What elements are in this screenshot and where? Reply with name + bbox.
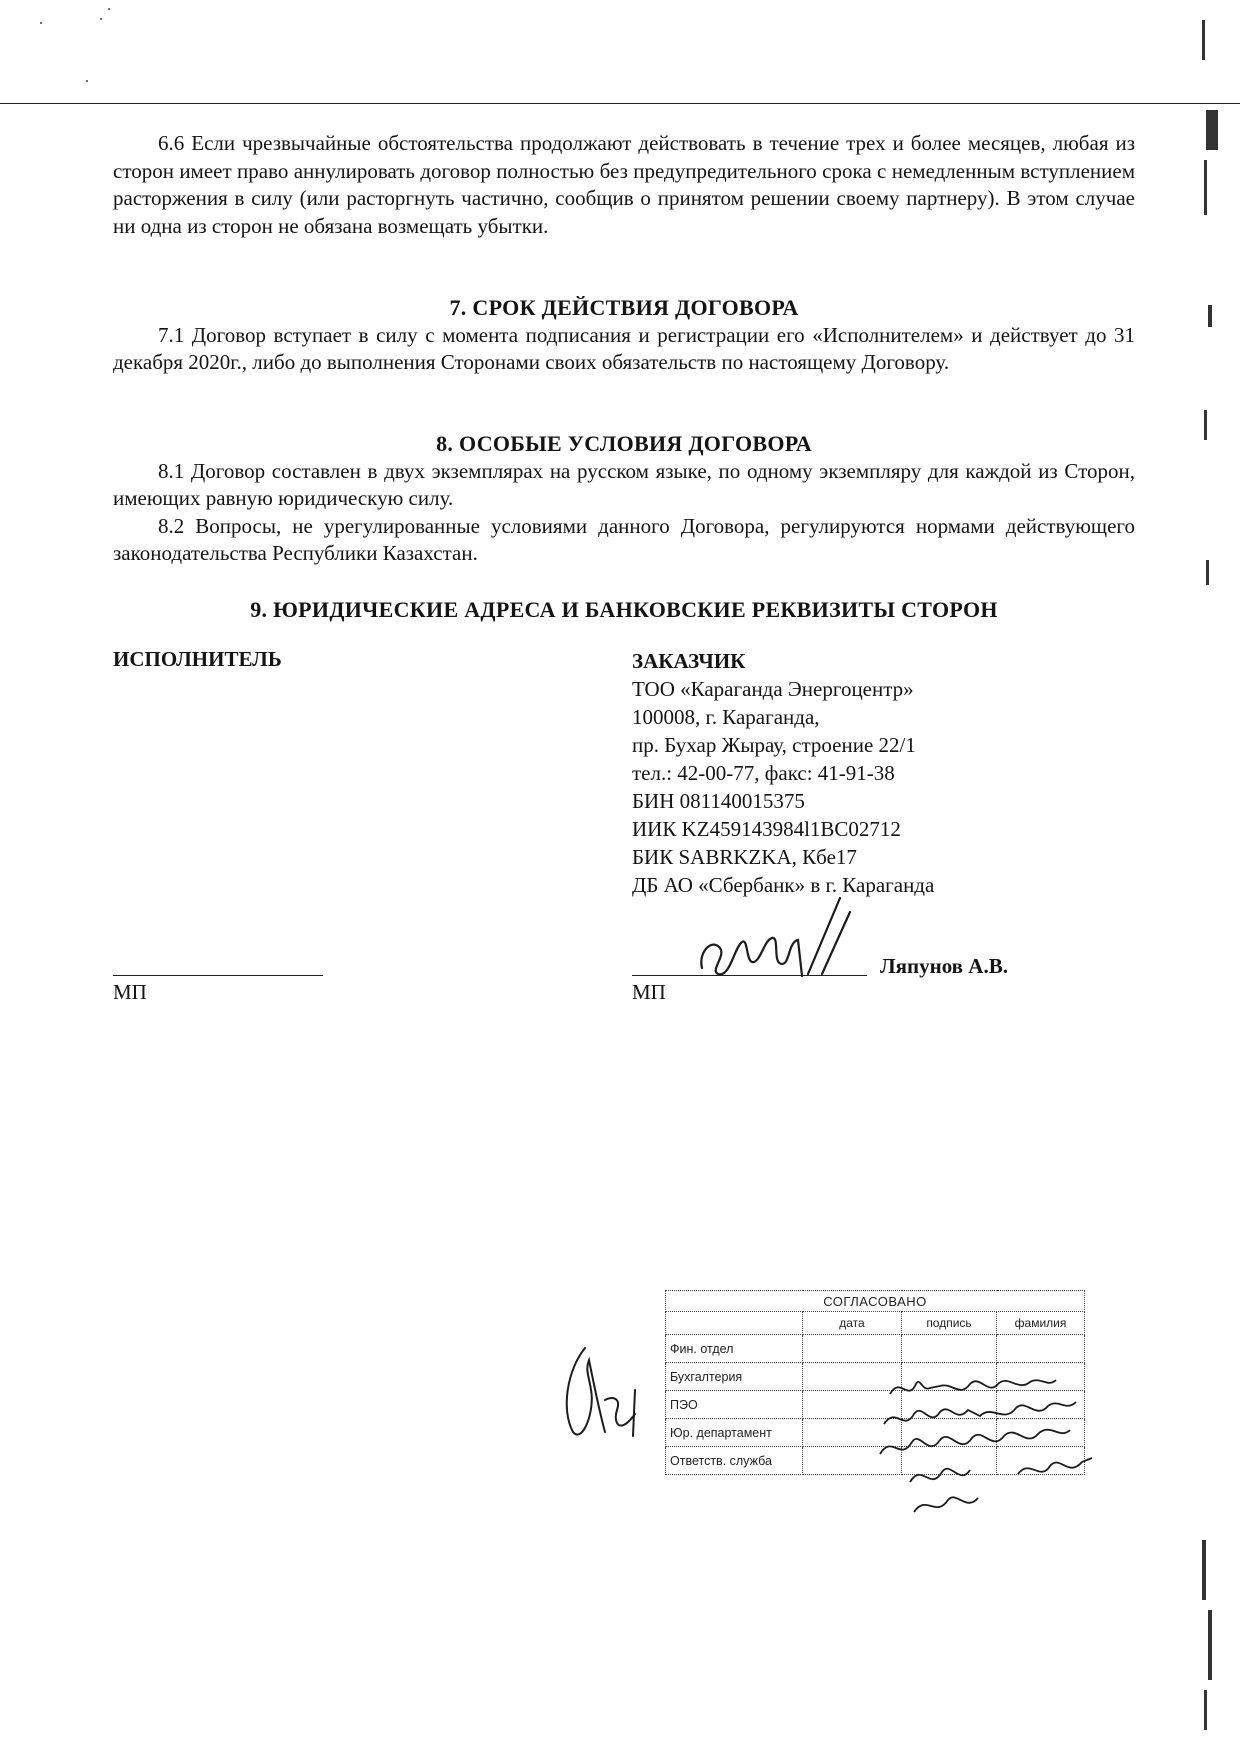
customer-line: 100008, г. Караганда, [632,705,820,729]
customer-line: ТОО «Караганда Энергоцентр» [632,677,914,701]
paragraph-6-6: 6.6 Если чрезвычайные обстоятельства продолжают действовать в течение трех и более месяцев, любая из сторон имеет право аннулировать договор полностью без предупредительного срока с немедленным вступлением расторжения в силу (или расторгнуть частично, сообщив о принятом решении своему партнеру). В этом случае ни одна из сторон не обязана возмещать убытки. [113,131,1135,238]
scan-speck [100,18,102,20]
approval-row-label: Фин. отдел [666,1335,803,1363]
executor-stamp-label: МП [113,980,147,1004]
scan-speck [40,22,42,24]
paragraph-8-1: 8.1 Договор составлен в двух экземплярах на русском языке, по одному экземпляру для каждой из Сторон, имеющих равную юридическую силу. [113,458,1135,510]
customer-line: ДБ АО «Сбербанк» в г. Караганда [632,873,935,897]
section-7 [113,294,1135,377]
section-7-heading: 7. СРОК ДЕЙСТВИЯ ДОГОВОРА [449,295,799,320]
section-8-heading: 8. ОСОБЫЕ УСЛОВИЯ ДОГОВОРА [436,431,812,456]
approval-column-header: фамилия [997,1312,1085,1335]
customer-signature-line [632,975,867,976]
approval-initials-signature [555,1340,645,1450]
section-8 [113,430,1135,568]
approval-column-header: дата [803,1312,902,1335]
scan-speck [86,80,88,82]
executor-title: ИСПОЛНИТЕЛЬ [113,647,282,671]
customer-line: БИК SABRKZKA, Кбе17 [632,845,857,869]
customer-stamp-label: МП [632,980,666,1004]
customer-title: ЗАКАЗЧИК [632,649,746,673]
paragraph-8-2: 8.2 Вопросы, не урегулированные условиями данного Договора, регулируются нормами действующего законодательства Республики Казахстан. [113,513,1135,565]
approval-row-label: Юр. департамент [666,1419,803,1447]
customer-line: ИИК KZ459143984l1BC02712 [632,817,901,841]
section-6 [113,130,1135,240]
approval-row-label: ПЭО [666,1391,803,1419]
section-9 [113,596,1135,624]
approval-signatures [870,1362,1110,1522]
scan-header-rule [0,103,1240,104]
approval-row-label: Ответств. служба [666,1447,803,1475]
approval-row-label: Бухгалтерия [666,1363,803,1391]
customer-line: тел.: 42-00-77, факс: 41-91-38 [632,761,895,785]
approval-title: СОГЛАСОВАНО [666,1291,1085,1312]
paragraph-7-1: 7.1 Договор вступает в силу с момента подписания и регистрации его «Исполнителем» и действует до 31 декабря 2020г., либо до выполнения Сторонами своих обязательств по настоящему Договору. [113,322,1135,374]
approval-row [666,1335,1085,1363]
customer-block [632,647,934,899]
customer-line: БИН 081140015375 [632,789,805,813]
scan-edge-marks [1200,0,1240,1754]
approval-column-header: подпись [902,1312,997,1335]
customer-signer-name: Ляпунов А.В. [880,954,1008,978]
scan-speck [108,8,110,10]
executor-signature-line [113,975,323,976]
customer-line: пр. Бухар Жырау, строение 22/1 [632,733,916,757]
section-9-heading: 9. ЮРИДИЧЕСКИЕ АДРЕСА И БАНКОВСКИЕ РЕКВИЗИТЫ СТОРОН [250,597,998,622]
